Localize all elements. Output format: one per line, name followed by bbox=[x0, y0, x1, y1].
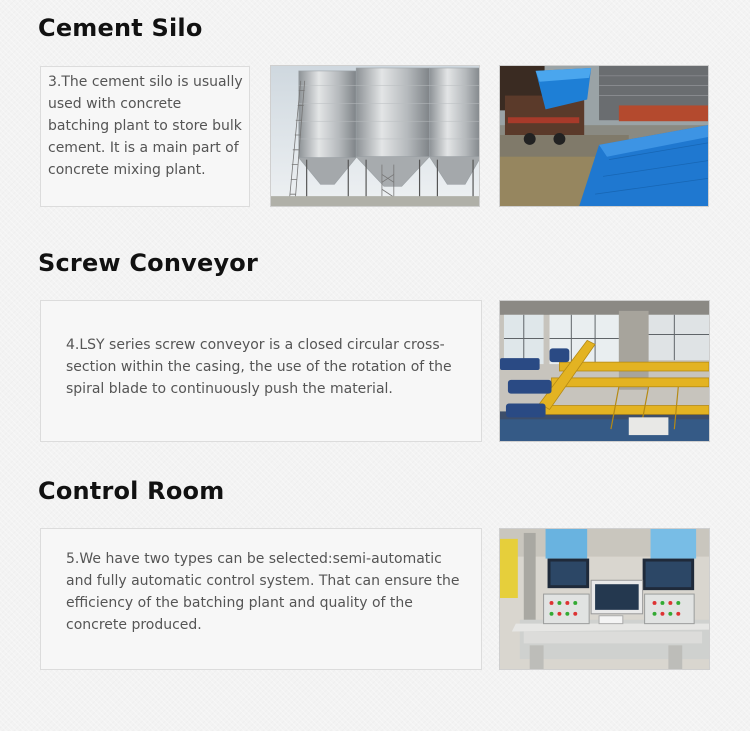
control-room-description-box bbox=[40, 528, 482, 670]
cement-silo-photo bbox=[270, 65, 480, 207]
screw-conveyor-description-box bbox=[40, 300, 482, 442]
control-room-title: Control Room bbox=[38, 477, 225, 505]
screw-conveyor-description: 4.LSY series screw conveyor is a closed circular cross-section within the casing, the use of the rotation of the spiral blade to continuously push the material. bbox=[66, 337, 452, 397]
cement-silo-description-box bbox=[40, 66, 250, 207]
cement-silo-title: Cement Silo bbox=[38, 14, 203, 42]
screw-conveyor-title: Screw Conveyor bbox=[38, 249, 259, 277]
control-room-description: 5.We have two types can be selected:semi-automatic and fully automatic control system. That can ensure the efficiency of the batching plant and quality of the concrete produced. bbox=[66, 551, 460, 633]
control-room-photo bbox=[499, 528, 710, 670]
silo-shipping-photo bbox=[499, 65, 709, 207]
cement-silo-description: 3.The cement silo is usually used with concrete batching plant to store bulk cement. It is a main part of concrete mixing plant. bbox=[48, 74, 243, 178]
screw-conveyor-photo bbox=[499, 300, 710, 442]
